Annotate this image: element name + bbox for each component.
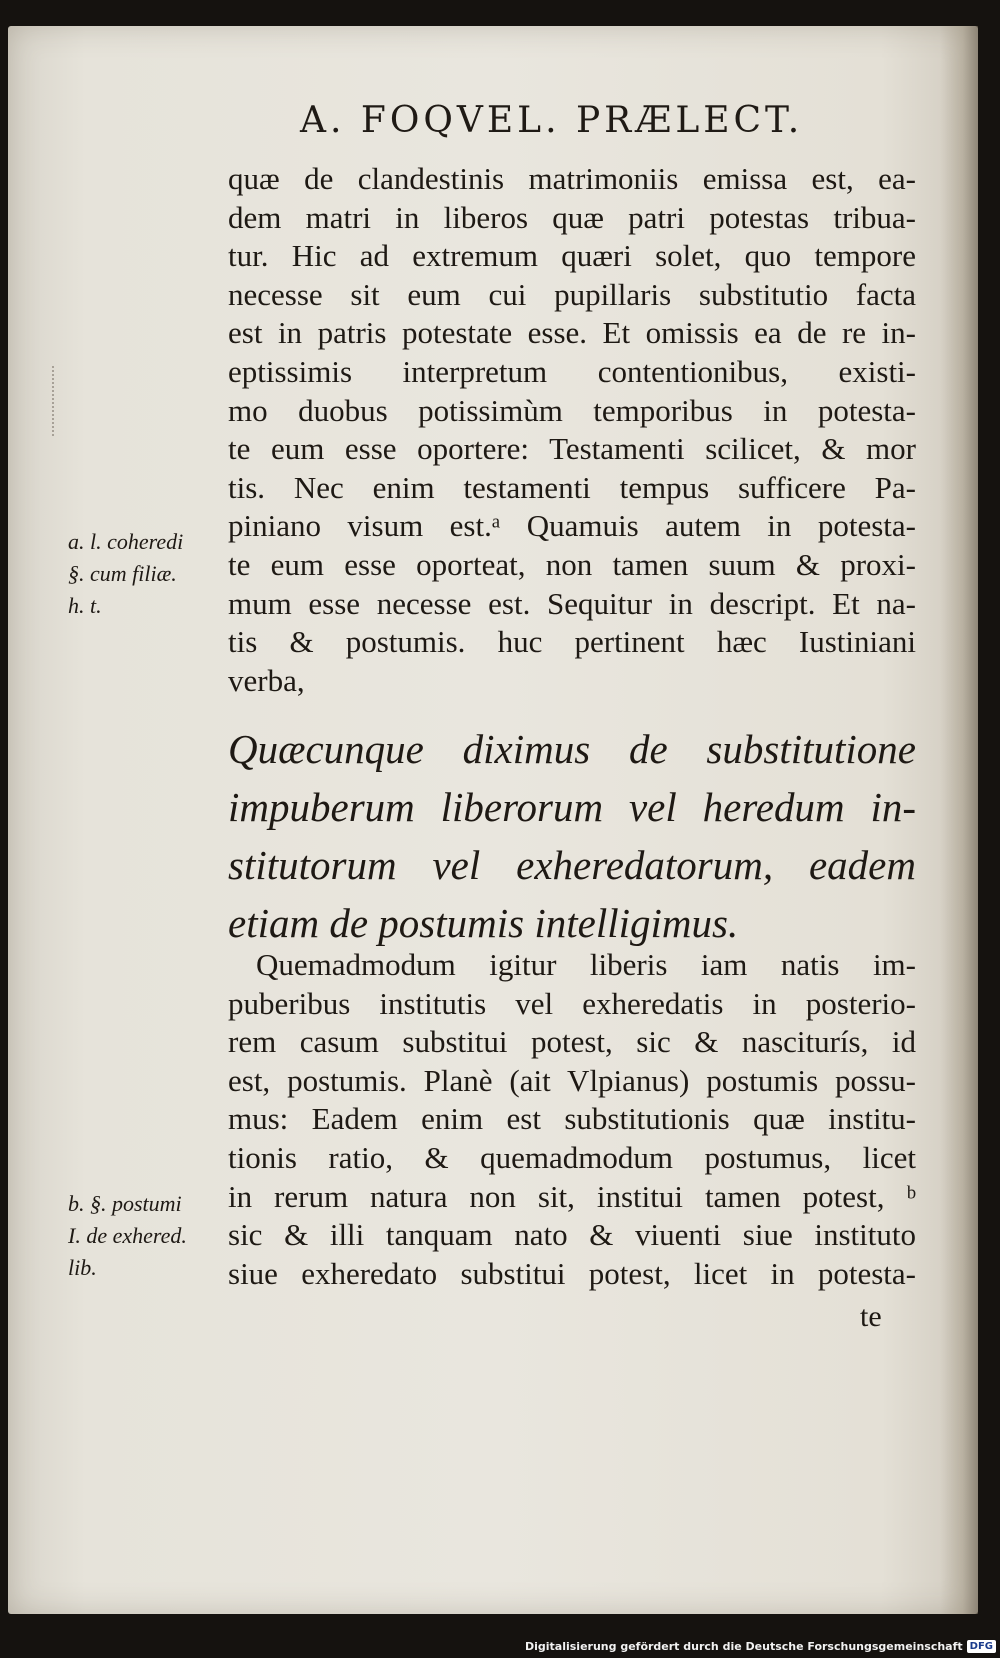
text-line: te eum esse oporteat, non tamen suum & proxi- — [228, 546, 916, 582]
text-line: est, postumis. Planè (ait Vlpianus) postumis possu- — [228, 1062, 916, 1098]
text-line: dem matri in liberos quæ patri potestas tribua- — [228, 199, 916, 235]
digitization-credit — [525, 1636, 996, 1656]
text-line: puberibus institutis vel exheredatis in posterio- — [228, 985, 916, 1021]
quote-line: etiam de postumis intelligimus. — [228, 900, 739, 946]
running-title: A. FOQVEL. PRÆLECT. — [300, 100, 804, 141]
text-line: est in patris potestate esse. Et omissis ea de re in- — [228, 315, 916, 351]
text-line: siue exheredato substitui potest, licet in potesta- — [228, 1255, 916, 1291]
paragraph-2 — [228, 946, 916, 1293]
text-line: tis. Nec enim testamenti tempus sufficere Pa- — [228, 469, 916, 505]
text-line: necesse sit eum cui pupillaris substitutio facta — [228, 276, 916, 312]
text-line: mum esse necesse est. Sequitur in descript. Et na- — [228, 585, 916, 621]
text-line: piniano visum est.ᵃ Quamuis autem in potesta- — [228, 508, 916, 544]
margin-note-a — [68, 526, 183, 622]
margin-note-line: lib. — [68, 1255, 97, 1280]
text-line: Quemadmodum igitur liberis iam natis im- — [256, 947, 916, 982]
text-line: verba, — [228, 662, 305, 698]
text-line: eptissimis interpretum contentionibus, existi- — [228, 353, 916, 389]
catchword: te — [860, 1300, 882, 1333]
text-line: rem casum substitui potest, sic & nasciturís, id — [228, 1024, 916, 1060]
italic-quotation — [228, 720, 916, 952]
page-edge-shadow — [940, 26, 978, 1614]
dfg-logo: DFG — [967, 1640, 996, 1653]
margin-note-line: h. t. — [68, 593, 102, 618]
text-line: quæ de clandestinis matrimoniis emissa est, ea- — [228, 161, 916, 196]
text-line: sic & illi tanquam nato & viuenti siue instituto — [228, 1217, 916, 1253]
text-line: te eum esse oportere: Testamenti scilicet, & mor — [228, 431, 916, 467]
text-line: mo duobus potissimùm temporibus in potesta- — [228, 392, 916, 428]
margin-note-line: I. de exhered. — [68, 1223, 187, 1248]
margin-note-b — [68, 1188, 187, 1284]
text-line: tis & postumis. huc pertinent hæc Iustiniani — [228, 624, 916, 660]
quote-line: Quæcunque diximus de substitutione — [228, 726, 916, 772]
text-line: tionis ratio, & quemadmodum postumus, licet — [228, 1139, 916, 1175]
text-line: in rerum natura non sit, institui tamen potest, ᵇ — [228, 1178, 916, 1214]
quote-line: impuberum liberorum vel heredum in- — [228, 784, 916, 830]
margin-note-line: b. §. postumi — [68, 1191, 182, 1216]
paragraph-1 — [228, 160, 916, 700]
text-line: tur. Hic ad extremum quæri solet, quo tempore — [228, 238, 916, 274]
text-line: mus: Eadem enim est substitutionis quæ institu- — [228, 1101, 916, 1137]
quote-line: stitutorum vel exheredatorum, eadem — [228, 842, 916, 888]
stitch-marks — [52, 366, 72, 436]
margin-note-line: a. l. coheredi — [68, 529, 184, 554]
credit-text: Digitalisierung gefördert durch die Deutsche Forschungsgemeinschaft — [524, 1639, 963, 1653]
margin-note-line: §. cum filiæ. — [68, 561, 177, 586]
